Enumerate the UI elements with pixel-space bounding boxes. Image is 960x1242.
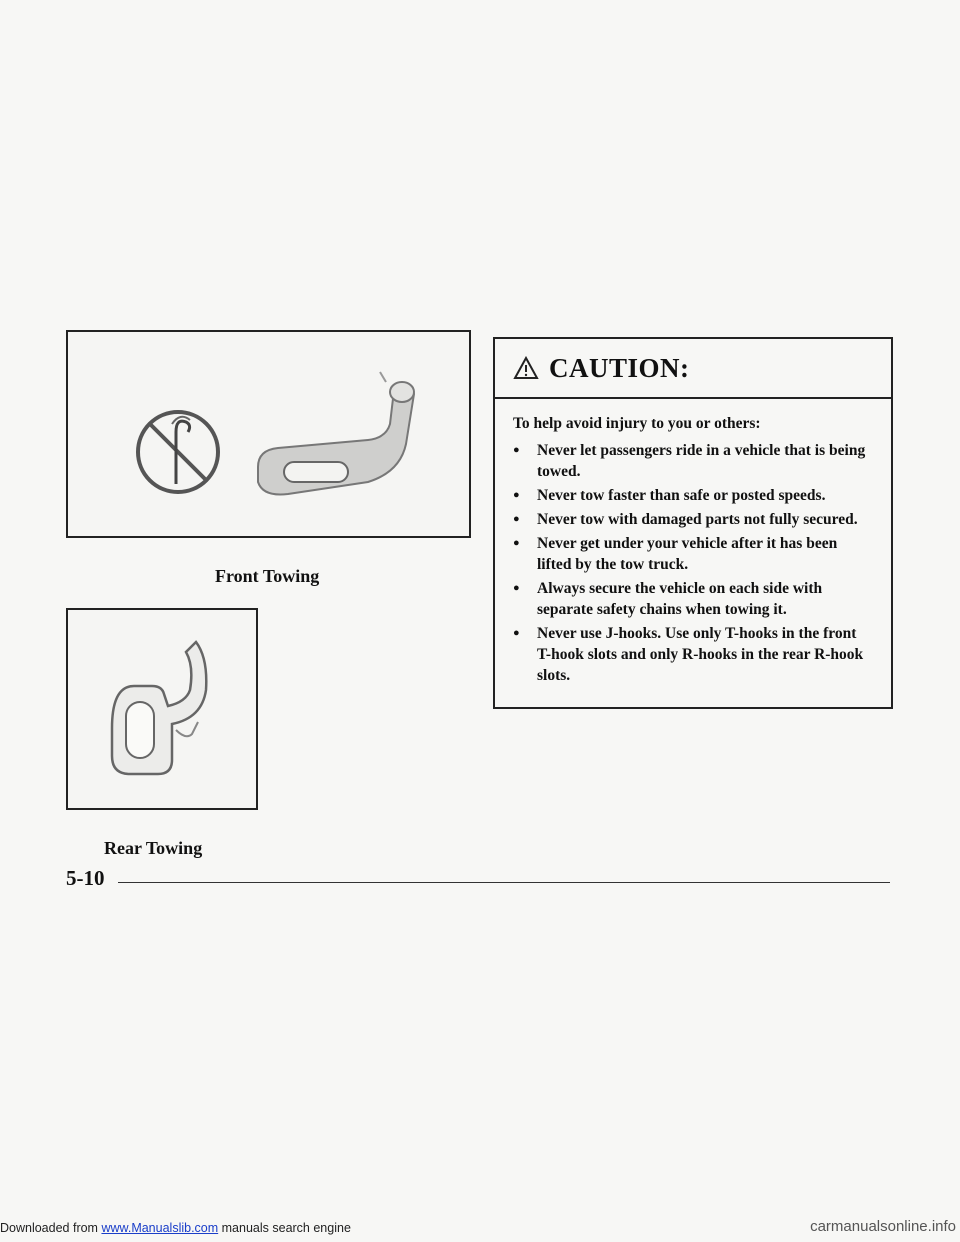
rear-towing-figure <box>66 608 258 810</box>
page-rule <box>118 882 890 883</box>
bullet-icon: ● <box>513 537 520 549</box>
caution-item-text: Never use J-hooks. Use only T-hooks in the front T-hook slots and only R-hooks in the rear R-hook slots. <box>537 625 864 684</box>
t-hook-shape <box>258 372 414 495</box>
caution-box <box>493 337 893 709</box>
bullet-icon: ● <box>513 582 520 594</box>
footer-suffix: manuals search engine <box>218 1221 351 1235</box>
caution-header <box>495 339 891 399</box>
front-towing-caption: Front Towing <box>215 566 320 586</box>
bullet-icon: ● <box>513 489 520 501</box>
caution-item <box>513 509 873 530</box>
caution-item <box>513 440 873 482</box>
caution-item-text: Never let passengers ride in a vehicle that is being towed. <box>537 442 866 480</box>
r-hook-illustration <box>68 610 256 808</box>
caution-intro: To help avoid injury to you or others: <box>513 415 761 432</box>
caution-item <box>513 485 873 506</box>
caution-item-text: Never tow faster than safe or posted speeds. <box>537 487 826 504</box>
t-hook-illustration <box>68 332 469 536</box>
download-footer <box>0 1221 351 1235</box>
caution-item-text: Never get under your vehicle after it has been lifted by the tow truck. <box>537 535 838 573</box>
front-towing-figure <box>66 330 471 538</box>
caution-body <box>495 399 891 686</box>
no-j-hook-icon <box>138 412 218 492</box>
rear-towing-caption: Rear Towing <box>104 838 203 858</box>
caution-item-text: Never tow with damaged parts not fully secured. <box>537 511 858 528</box>
caution-item <box>513 623 873 686</box>
r-hook-shape <box>112 642 206 774</box>
caution-item-text: Always secure the vehicle on each side with separate safety chains when towing it. <box>537 580 823 618</box>
watermark-text: carmanualsonline.info <box>810 1218 956 1235</box>
footer-prefix: Downloaded from <box>0 1221 102 1235</box>
bullet-icon: ● <box>513 627 520 639</box>
caution-title: CAUTION: <box>549 352 690 383</box>
page-number: 5-10 <box>66 866 105 890</box>
caution-item <box>513 533 873 575</box>
caution-item <box>513 578 873 620</box>
bullet-icon: ● <box>513 513 520 525</box>
warning-triangle-icon <box>513 356 539 380</box>
manualslib-link[interactable]: www.Manualslib.com <box>101 1221 219 1235</box>
bullet-icon: ● <box>513 444 520 456</box>
